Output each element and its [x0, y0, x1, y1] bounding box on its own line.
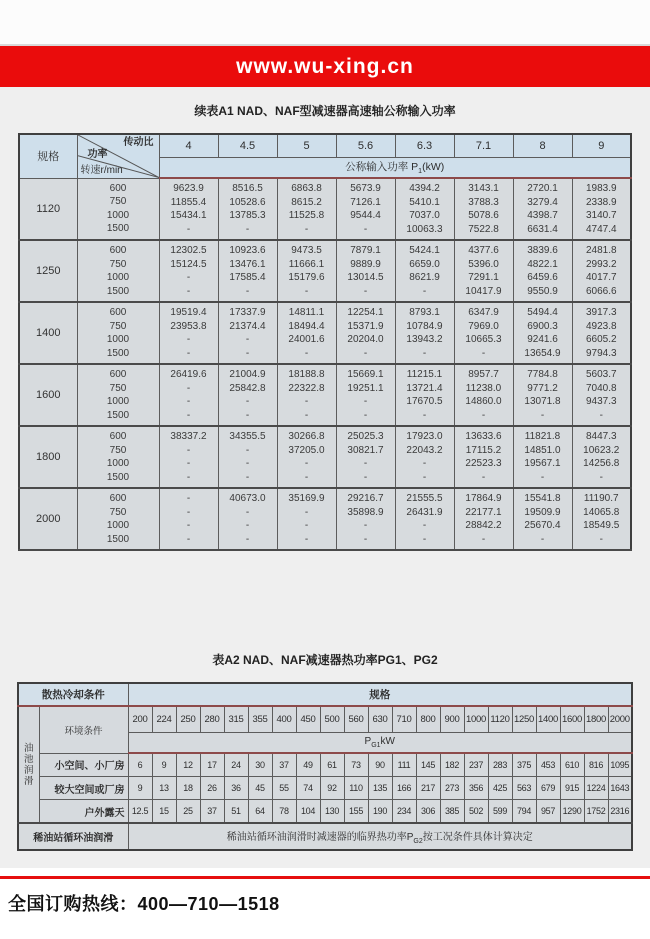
a1-value-cell: 8447.3 10623.2 14256.8 -	[572, 426, 631, 488]
a1-spec-cell: 1250	[19, 240, 77, 302]
a1-value-cell: 5603.7 7040.8 9437.3 -	[572, 364, 631, 426]
a1-ratio-col: 5	[277, 134, 336, 158]
a2-value-cell: 425	[488, 777, 512, 800]
a2-value-cell: 356	[464, 777, 488, 800]
a2-size-col: 630	[368, 706, 392, 733]
a2-size-col: 450	[296, 706, 320, 733]
a2-oil-pool-line1: 油池	[23, 742, 34, 765]
a1-value-cell: 12254.1 15371.9 20204.0 -	[336, 302, 395, 364]
table-a2	[17, 682, 633, 851]
a2-size-col: 560	[344, 706, 368, 733]
a1-spec-header: 规格	[19, 134, 77, 178]
a2-note-post: 按工况条件具体计算决定	[422, 832, 533, 843]
a2-value-cell: 25	[176, 800, 200, 824]
a1-corner-ratio-label: 传动比	[123, 137, 154, 148]
a2-row-label: 较大空间或厂房	[39, 777, 128, 800]
a1-value-cell: 40673.0 - - -	[218, 488, 277, 550]
a1-block-row	[19, 364, 631, 426]
a1-value-cell: 1983.9 2338.9 3140.7 4747.4	[572, 178, 631, 240]
a2-note-label: 稀油站循环油润滑	[18, 823, 128, 850]
a2-value-cell: 217	[416, 777, 440, 800]
a1-value-cell: 26419.6 - - -	[159, 364, 218, 426]
a2-pg1-unit: kW	[380, 736, 395, 747]
a2-value-cell: 234	[392, 800, 416, 824]
a2-note-sub: G2	[413, 838, 423, 845]
a2-value-cell: 1643	[608, 777, 632, 800]
a1-subheader-text: 公称输入功率 P	[345, 161, 419, 174]
a1-ratio-col: 8	[513, 134, 572, 158]
a2-value-cell: 12.5	[128, 800, 152, 824]
table-a2-title: 表A2 NAD、NAF减速器热功率PG1、PG2	[212, 653, 438, 667]
a2-value-cell: 182	[440, 753, 464, 777]
a1-value-cell: 7784.8 9771.2 13071.8 -	[513, 364, 572, 426]
a2-size-col: 400	[272, 706, 296, 733]
a2-pg1-sub: G1	[371, 742, 381, 749]
a2-value-cell: 794	[512, 800, 536, 824]
a1-value-cell: 8957.7 11238.0 14860.0 -	[454, 364, 513, 426]
a2-value-cell: 110	[344, 777, 368, 800]
a1-speed-cell: 600 750 1000 1500	[77, 178, 159, 240]
a2-size-col: 355	[248, 706, 272, 733]
a1-value-cell: 4377.6 5396.0 7291.1 10417.9	[454, 240, 513, 302]
a2-size-col: 200	[128, 706, 152, 733]
a2-value-cell: 78	[272, 800, 296, 824]
a1-value-cell: 8516.5 10528.6 13785.3 -	[218, 178, 277, 240]
a1-corner-power-label: 功率	[87, 149, 108, 160]
a2-value-cell: 111	[392, 753, 416, 777]
a2-value-cell: 90	[368, 753, 392, 777]
a2-size-col: 280	[200, 706, 224, 733]
a2-value-cell: 104	[296, 800, 320, 824]
a2-value-cell: 9	[128, 777, 152, 800]
a2-oil-pool-label	[18, 706, 39, 823]
a1-subheader-unit: (kW)	[422, 161, 445, 174]
a1-value-cell: 11821.8 14851.0 19567.1 -	[513, 426, 572, 488]
a1-spec-cell: 1600	[19, 364, 77, 426]
a2-note-text	[128, 823, 632, 850]
a2-size-col: 2000	[608, 706, 632, 733]
a2-value-cell: 12	[176, 753, 200, 777]
a2-pg1-header	[128, 733, 632, 754]
a1-ratio-col: 4.5	[218, 134, 277, 158]
a2-value-cell: 17	[200, 753, 224, 777]
a2-value-cell: 24	[224, 753, 248, 777]
a2-value-cell: 130	[320, 800, 344, 824]
a1-value-cell: 35169.9 - - -	[277, 488, 336, 550]
a1-value-cell: 21004.9 25842.8 - -	[218, 364, 277, 426]
a2-value-cell: 73	[344, 753, 368, 777]
table-a1	[18, 133, 632, 551]
a2-value-cell: 166	[392, 777, 416, 800]
a2-size-col: 900	[440, 706, 464, 733]
a2-size-col: 1400	[536, 706, 560, 733]
a1-block-row	[19, 302, 631, 364]
a1-block-row	[19, 426, 631, 488]
a1-subheader	[159, 158, 631, 179]
a2-size-col: 1800	[584, 706, 608, 733]
a2-size-col: 224	[152, 706, 176, 733]
a1-value-cell: 17923.0 22043.2 - -	[395, 426, 454, 488]
a1-value-cell: 25025.3 30821.7 - -	[336, 426, 395, 488]
a2-value-cell: 306	[416, 800, 440, 824]
a1-value-cell: 8793.1 10784.9 13943.2 -	[395, 302, 454, 364]
a2-value-cell: 1095	[608, 753, 632, 777]
a1-value-cell: 6863.8 8615.2 11525.8 -	[277, 178, 336, 240]
a1-subheader-sub: 1	[418, 168, 423, 176]
a1-block-row	[19, 240, 631, 302]
a2-value-cell: 13	[152, 777, 176, 800]
site-url: www.wu-xing.cn	[236, 54, 414, 78]
a1-speed-cell: 600 750 1000 1500	[77, 364, 159, 426]
a2-value-cell: 135	[368, 777, 392, 800]
a2-note-pre: 稀油站循环油润滑时减速器的临界热功率P	[226, 832, 414, 843]
a1-corner-cell	[77, 134, 159, 178]
a1-value-cell: 30266.8 37205.0 - -	[277, 426, 336, 488]
a2-value-cell: 599	[488, 800, 512, 824]
a2-value-cell: 6	[128, 753, 152, 777]
a1-block-row	[19, 178, 631, 240]
page-top-margin	[0, 0, 650, 46]
a2-size-col: 1600	[560, 706, 584, 733]
a1-value-cell: 9623.9 11855.4 15434.1 -	[159, 178, 218, 240]
a2-value-cell: 64	[248, 800, 272, 824]
a2-value-cell: 145	[416, 753, 440, 777]
a2-value-cell: 55	[272, 777, 296, 800]
a2-value-cell: 18	[176, 777, 200, 800]
a2-size-col: 1250	[512, 706, 536, 733]
a2-value-cell: 453	[536, 753, 560, 777]
a2-size-col: 800	[416, 706, 440, 733]
a2-size-col: 1000	[464, 706, 488, 733]
a1-spec-cell: 1120	[19, 178, 77, 240]
a2-size-col: 1120	[488, 706, 512, 733]
a2-value-cell: 45	[248, 777, 272, 800]
a1-value-cell: 18188.8 22322.8 - -	[277, 364, 336, 426]
a1-value-cell: 7879.1 9889.9 13014.5 -	[336, 240, 395, 302]
a2-value-cell: 37	[272, 753, 296, 777]
a2-value-cell: 1224	[584, 777, 608, 800]
a2-value-cell: 1752	[584, 800, 608, 824]
a2-value-cell: 375	[512, 753, 536, 777]
a2-value-cell: 92	[320, 777, 344, 800]
a1-value-cell: 29216.7 35898.9 - -	[336, 488, 395, 550]
a2-cooling-header: 散热冷却条件	[18, 683, 128, 706]
a1-ratio-col: 5.6	[336, 134, 395, 158]
a2-value-cell: 61	[320, 753, 344, 777]
a1-value-cell: 11190.7 14065.8 18549.5 -	[572, 488, 631, 550]
a2-value-cell: 9	[152, 753, 176, 777]
a1-value-cell: 21555.5 26431.9 - -	[395, 488, 454, 550]
a1-value-cell: 3917.3 4923.8 6605.2 9794.3	[572, 302, 631, 364]
a1-spec-cell: 1800	[19, 426, 77, 488]
a1-spec-cell: 2000	[19, 488, 77, 550]
hotline-text: 全国订购热线：400—710—1518	[8, 894, 280, 914]
a2-value-cell: 1290	[560, 800, 584, 824]
table-a1-title: 续表A1 NAD、NAF型减速器高速轴公称输入功率	[194, 104, 456, 118]
a1-value-cell: 12302.5 15124.5 - -	[159, 240, 218, 302]
a2-pg1-base: P	[364, 736, 372, 747]
a2-size-col: 315	[224, 706, 248, 733]
a2-value-cell: 74	[296, 777, 320, 800]
a2-size-col: 250	[176, 706, 200, 733]
a1-value-cell: 14811.1 18494.4 24001.6 -	[277, 302, 336, 364]
a1-ratio-col: 7.1	[454, 134, 513, 158]
a1-value-cell: 15541.8 19509.9 25670.4 -	[513, 488, 572, 550]
a1-value-cell: - - - -	[159, 488, 218, 550]
a2-size-col: 710	[392, 706, 416, 733]
a1-spec-cell: 1400	[19, 302, 77, 364]
a2-value-cell: 190	[368, 800, 392, 824]
a2-value-cell: 816	[584, 753, 608, 777]
a2-value-cell: 30	[248, 753, 272, 777]
a2-env-header: 环境条件	[39, 706, 128, 753]
a2-value-cell: 155	[344, 800, 368, 824]
a1-value-cell: 2720.1 3279.4 4398.7 6631.4	[513, 178, 572, 240]
a1-value-cell: 17864.9 22177.1 28842.2 -	[454, 488, 513, 550]
a2-value-cell: 563	[512, 777, 536, 800]
a1-value-cell: 9473.5 11666.1 15179.6 -	[277, 240, 336, 302]
a1-value-cell: 15669.1 19251.1 - -	[336, 364, 395, 426]
a1-value-cell: 19519.4 23953.8 - -	[159, 302, 218, 364]
a1-value-cell: 11215.1 13721.4 17670.5 -	[395, 364, 454, 426]
a2-value-cell: 502	[464, 800, 488, 824]
a1-corner-speed-label: 转速r/min	[80, 164, 123, 176]
a2-value-cell: 385	[440, 800, 464, 824]
a1-value-cell: 6347.9 7969.0 10665.3 -	[454, 302, 513, 364]
a2-spec-header: 规格	[128, 683, 632, 706]
a1-value-cell: 3839.6 4822.1 6459.6 9550.9	[513, 240, 572, 302]
a2-value-cell: 2316	[608, 800, 632, 824]
a1-value-cell: 5424.1 6659.0 8621.9 -	[395, 240, 454, 302]
a1-speed-cell: 600 750 1000 1500	[77, 426, 159, 488]
a2-value-cell: 36	[224, 777, 248, 800]
a1-value-cell: 3143.1 3788.3 5078.6 7522.8	[454, 178, 513, 240]
a2-value-cell: 26	[200, 777, 224, 800]
a1-speed-cell: 600 750 1000 1500	[77, 488, 159, 550]
a2-value-cell: 15	[152, 800, 176, 824]
a2-value-cell: 679	[536, 777, 560, 800]
a2-value-cell: 273	[440, 777, 464, 800]
a2-value-cell: 610	[560, 753, 584, 777]
a2-value-cell: 957	[536, 800, 560, 824]
a2-oil-pool-line2: 润滑	[23, 764, 34, 787]
a1-value-cell: 5673.9 7126.1 9544.4 -	[336, 178, 395, 240]
a1-value-cell: 2481.8 2993.2 4017.7 6066.6	[572, 240, 631, 302]
a1-ratio-col: 4	[159, 134, 218, 158]
a1-block-row	[19, 488, 631, 550]
a1-value-cell: 38337.2 - - -	[159, 426, 218, 488]
a1-ratio-col: 6.3	[395, 134, 454, 158]
a1-value-cell: 5494.4 6900.3 9241.6 13654.9	[513, 302, 572, 364]
a2-row-label: 户外露天	[39, 800, 128, 824]
a2-value-cell: 237	[464, 753, 488, 777]
a1-ratio-col: 9	[572, 134, 631, 158]
a1-speed-cell: 600 750 1000 1500	[77, 302, 159, 364]
a1-value-cell: 10923.6 13476.1 17585.4 -	[218, 240, 277, 302]
page-footer	[0, 876, 650, 939]
a1-value-cell: 17337.9 21374.4 - -	[218, 302, 277, 364]
a2-value-cell: 49	[296, 753, 320, 777]
a1-speed-cell: 600 750 1000 1500	[77, 240, 159, 302]
a2-row-label: 小空间、小厂房	[39, 753, 128, 777]
a2-value-cell: 51	[224, 800, 248, 824]
a2-value-cell: 915	[560, 777, 584, 800]
a1-tbody	[19, 178, 631, 550]
a2-size-col: 500	[320, 706, 344, 733]
a1-value-cell: 13633.6 17115.2 22523.3 -	[454, 426, 513, 488]
page-content	[0, 87, 650, 868]
site-banner	[0, 46, 650, 87]
a1-value-cell: 4394.2 5410.1 7037.0 10063.3	[395, 178, 454, 240]
a2-value-cell: 283	[488, 753, 512, 777]
a2-value-cell: 37	[200, 800, 224, 824]
a1-value-cell: 34355.5 - - -	[218, 426, 277, 488]
